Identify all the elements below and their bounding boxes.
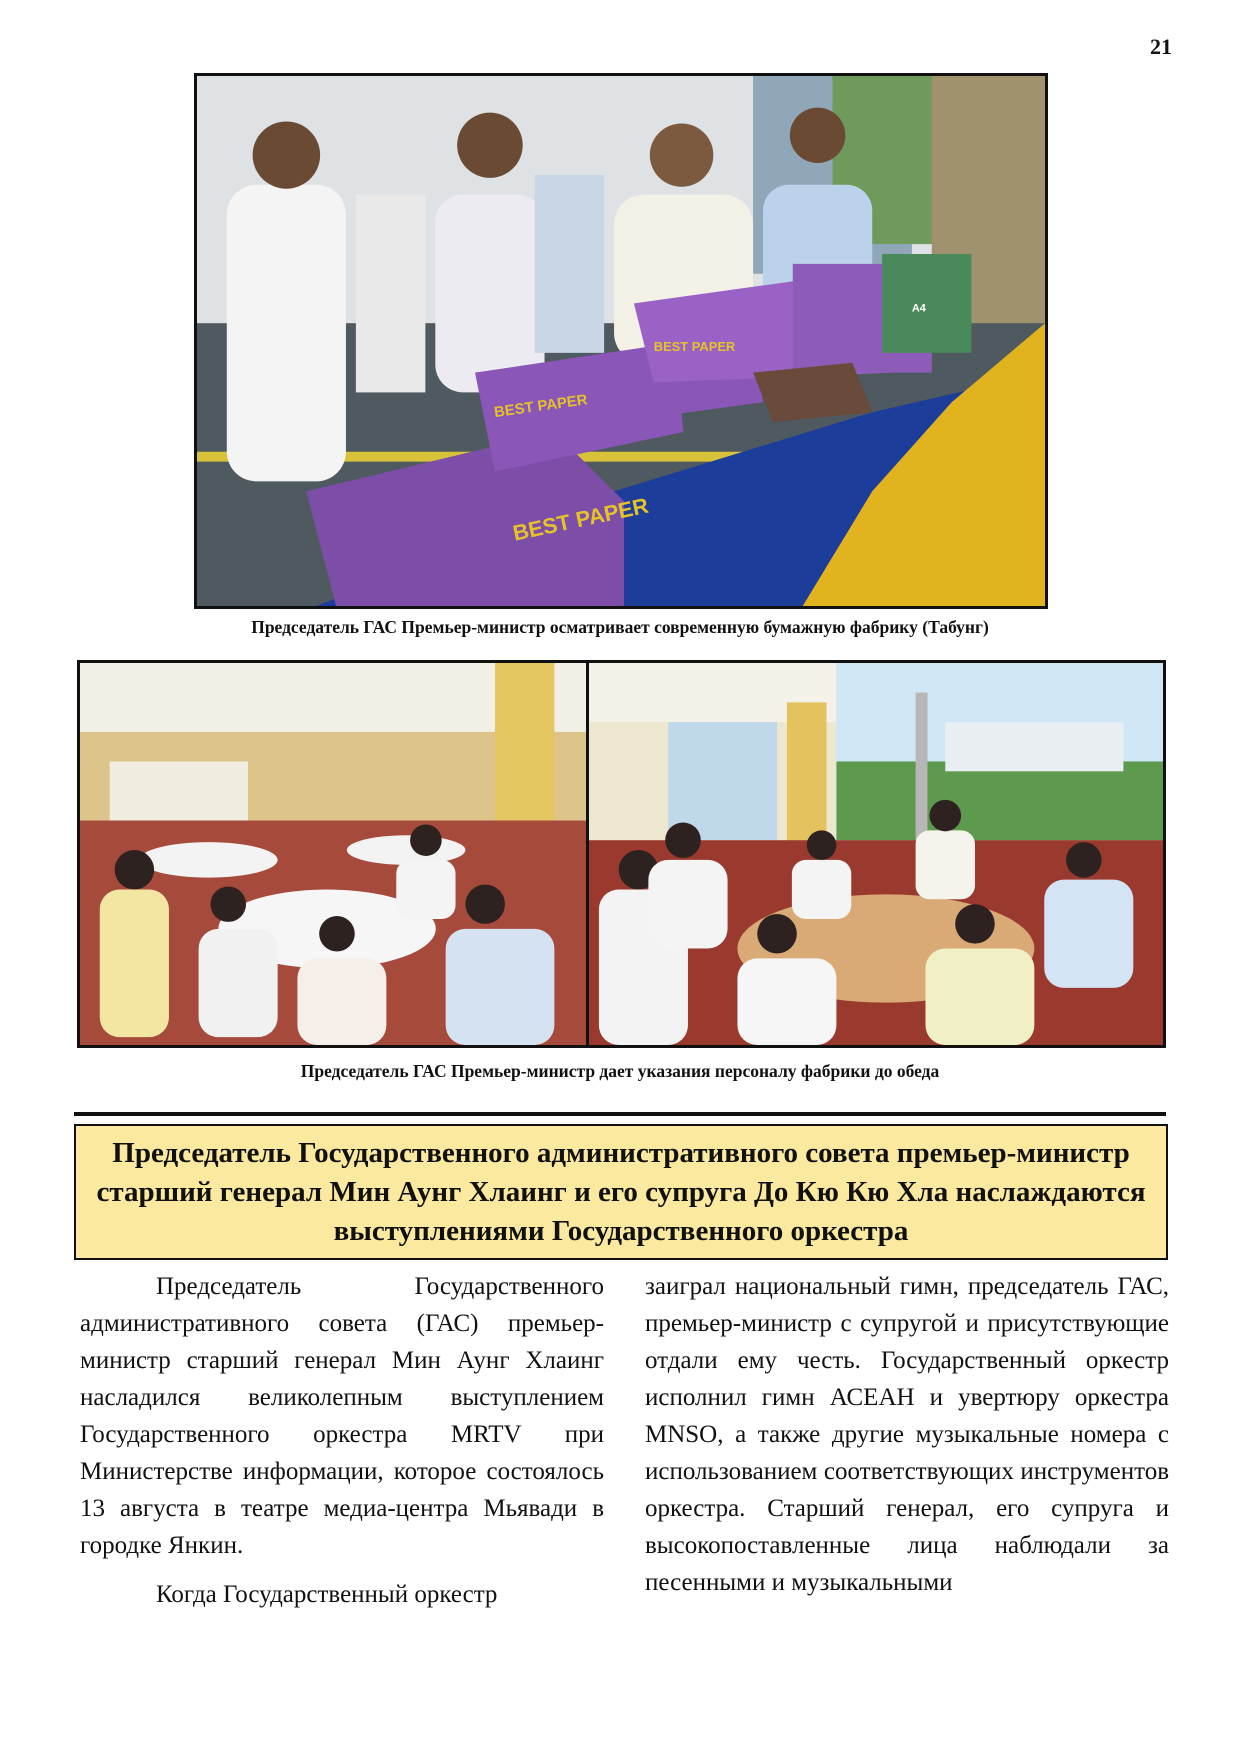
title-divider <box>74 1112 1166 1116</box>
photo-paper-factory-inspection <box>194 73 1048 609</box>
article-column-left <box>80 1268 604 1613</box>
caption-top-photo: Председатель ГАС Премьер-министр осматривает современную бумажную фабрику (Табунг) <box>251 617 989 637</box>
article-paragraph: Председатель Государственного административного совета (ГАС) премьер-министр старший генерал Мин Аунг Хлаинг насладился великолепным выступлением Государственного оркестра MRTV при Министерстве информации, которое состоялось 13 августа в театре медиа-центра Мьявади в городке Янкин. <box>80 1273 604 1559</box>
article-title: Председатель Государственного административного совета премьер-министр старший генерал Мин Аунг Хлаинг и его супруга До Кю Кю Хла наслаждаются выступлениями Государственного оркестра <box>74 1124 1168 1260</box>
box-brand-label: BEST PAPER <box>493 392 589 422</box>
box-brand-label: BEST PAPER <box>510 492 651 546</box>
photo-staff-lunch-hall <box>77 660 589 1048</box>
article-column-right <box>645 1268 1169 1601</box>
photo-leader-addresses-staff <box>586 660 1166 1048</box>
article-paragraph: Когда Государственный оркестр <box>156 1581 498 1608</box>
box-brand-label: BEST PAPER <box>653 338 736 354</box>
page-number: 21 <box>1150 34 1172 59</box>
box-size-label: A4 <box>911 302 926 315</box>
article-paragraph: заиграл национальный гимн, председатель ГАС, премьер-министр с супругой и присутствующие отдали ему честь. Государственный оркестр исполнил гимн АСЕАН и увертюру оркестра MNSO, а также другие музыкальные номера с использованием соответствующих инструментов оркестра. Старший генерал, его супруга и высокопоставленные лица наблюдали за песенными и музыкальными <box>645 1273 1169 1596</box>
caption-bottom-photos: Председатель ГАС Премьер-министр дает указания персоналу фабрики до обеда <box>300 1061 940 1081</box>
